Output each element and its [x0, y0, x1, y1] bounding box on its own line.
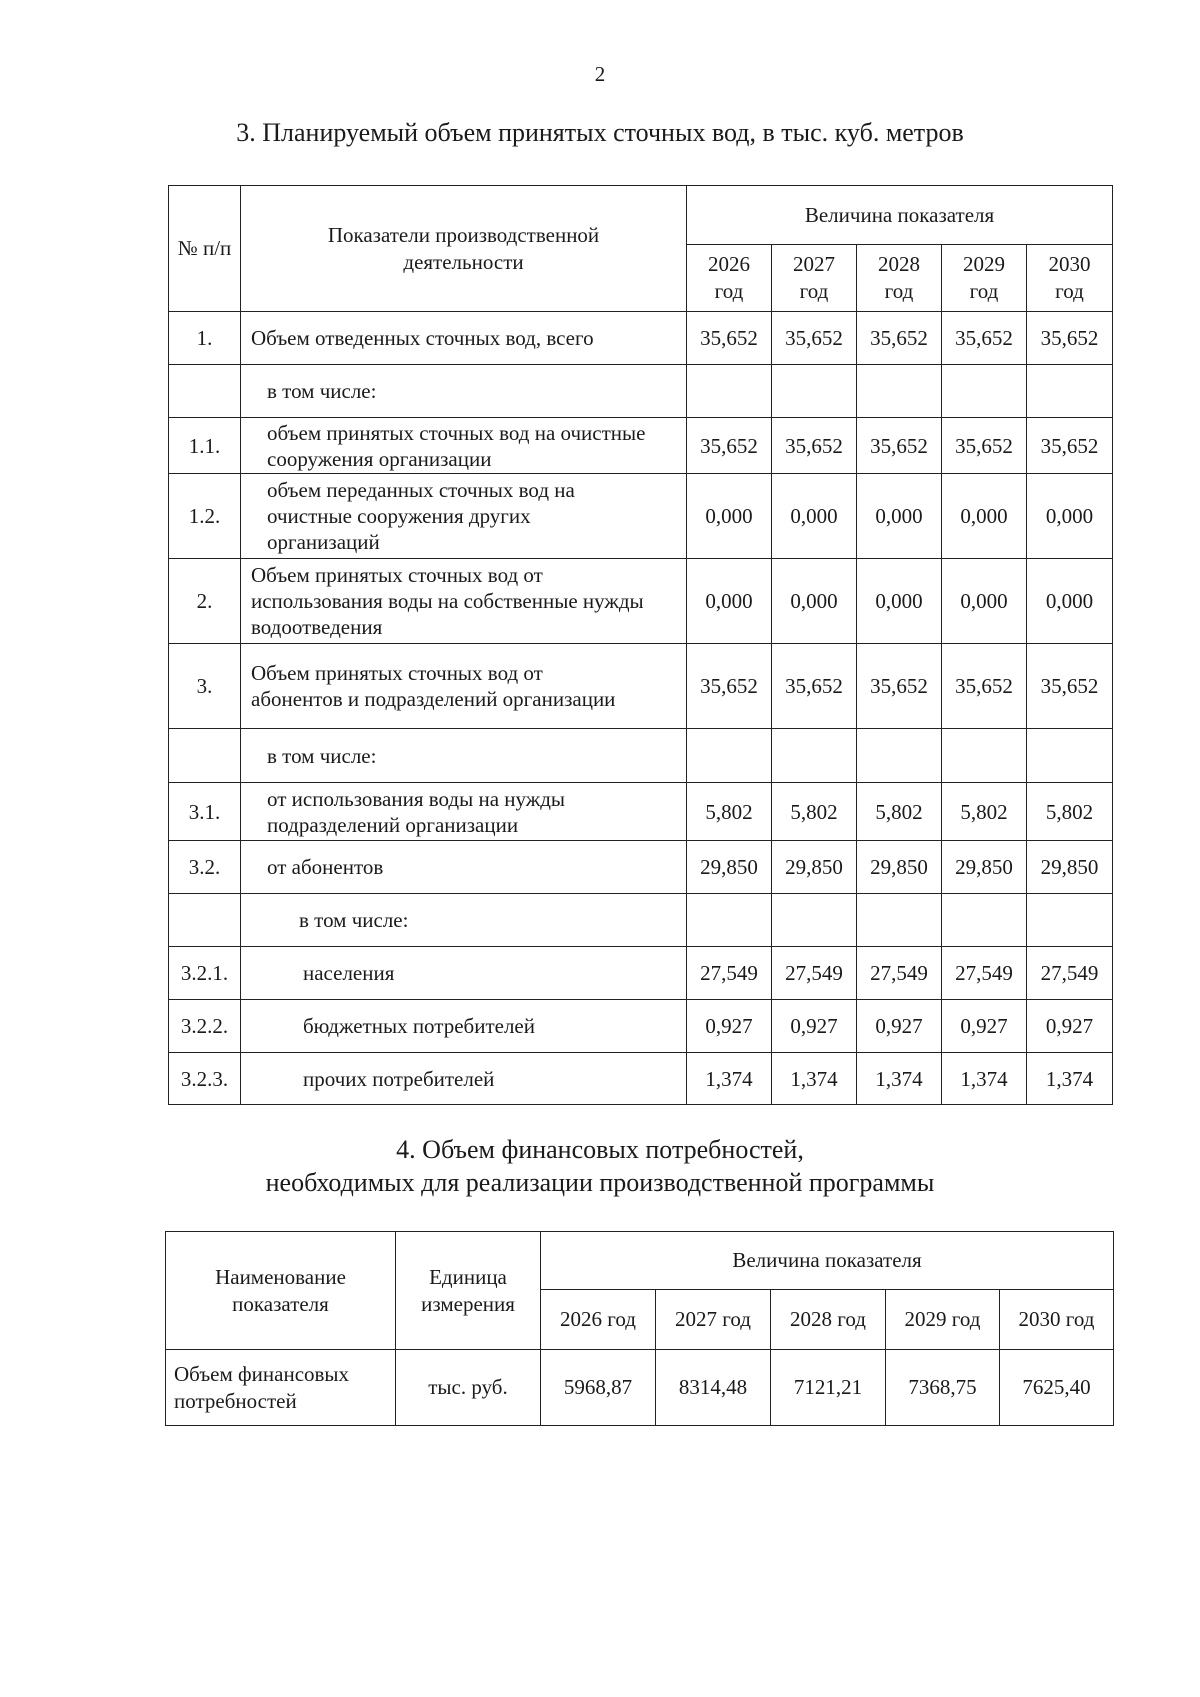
row-value — [772, 729, 857, 783]
row-value — [857, 365, 942, 418]
row-value: 5968,87 — [541, 1350, 656, 1426]
row-value: 27,549 — [687, 947, 772, 1000]
section4-title-line1: 4. Объем финансовых потребностей, — [396, 1135, 804, 1164]
row-value — [772, 894, 857, 947]
row-value: 35,652 — [942, 418, 1027, 474]
row-value — [772, 365, 857, 418]
table-row — [169, 312, 1113, 365]
row-num: 2. — [169, 559, 241, 644]
row-label: Объем принятых сточных вод от использования воды на собственные нужды водоотведения — [241, 559, 687, 644]
row-value: 1,374 — [687, 1053, 772, 1105]
row-value: 35,652 — [857, 644, 942, 729]
row-value — [1027, 894, 1113, 947]
row-value: 0,927 — [1027, 1000, 1113, 1053]
table-row — [169, 559, 1113, 644]
header-year: 2030 год — [1000, 1290, 1114, 1350]
row-value: 0,000 — [687, 474, 772, 559]
row-value — [687, 894, 772, 947]
table-row — [169, 418, 1113, 474]
section3-title: 3. Планируемый объем принятых сточных вод, в тыс. куб. метров — [236, 118, 964, 147]
row-value: 1,374 — [857, 1053, 942, 1105]
row-value: 0,000 — [857, 474, 942, 559]
section4-title — [0, 1133, 1200, 1199]
row-num: 1.1. — [169, 418, 241, 474]
table-row — [169, 841, 1113, 894]
row-value: 5,802 — [857, 783, 942, 841]
row-value: 0,927 — [857, 1000, 942, 1053]
row-value — [1027, 729, 1113, 783]
row-value: 35,652 — [772, 644, 857, 729]
row-num — [169, 894, 241, 947]
row-label: Объем отведенных сточных вод, всего — [241, 312, 687, 365]
row-value — [942, 894, 1027, 947]
row-value: 35,652 — [1027, 644, 1113, 729]
table-row — [166, 1350, 1114, 1426]
row-num — [169, 365, 241, 418]
row-label: в том числе: — [241, 894, 687, 947]
table-row — [169, 894, 1113, 947]
row-value: 35,652 — [772, 418, 857, 474]
table-row — [169, 729, 1113, 783]
row-label: от использования воды на нужды подразделений организации — [241, 783, 687, 841]
table-row — [169, 365, 1113, 418]
header-year: 2030 год — [1027, 245, 1113, 312]
row-value: 5,802 — [687, 783, 772, 841]
row-value: 0,000 — [772, 559, 857, 644]
table-row — [169, 947, 1113, 1000]
row-value: 35,652 — [772, 312, 857, 365]
row-value — [857, 729, 942, 783]
row-value: 0,000 — [942, 474, 1027, 559]
header-num: № п/п — [169, 186, 241, 312]
row-value: 0,000 — [687, 559, 772, 644]
row-value: 1,374 — [942, 1053, 1027, 1105]
table-row — [169, 1000, 1113, 1053]
row-value: 0,000 — [857, 559, 942, 644]
header-indicator: Показатели производственной деятельности — [241, 186, 687, 312]
row-value: 1,374 — [772, 1053, 857, 1105]
row-value: 27,549 — [772, 947, 857, 1000]
row-value: 27,549 — [942, 947, 1027, 1000]
row-num: 1.2. — [169, 474, 241, 559]
row-value: 29,850 — [942, 841, 1027, 894]
row-value: 35,652 — [687, 312, 772, 365]
row-value: 0,000 — [942, 559, 1027, 644]
financial-needs-table — [165, 1231, 1114, 1426]
row-label: Объем принятых сточных вод от абонентов и подразделений организации — [241, 644, 687, 729]
row-unit: тыс. руб. — [396, 1350, 541, 1426]
table-row — [169, 1053, 1113, 1105]
row-num: 3.2.1. — [169, 947, 241, 1000]
header-year: 2026 год — [687, 245, 772, 312]
row-value: 35,652 — [857, 312, 942, 365]
row-label: объем принятых сточных вод на очистные сооружения организации — [241, 418, 687, 474]
row-num: 3.2.3. — [169, 1053, 241, 1105]
header-year: 2028 год — [857, 245, 942, 312]
row-value: 7368,75 — [886, 1350, 1000, 1426]
row-value: 5,802 — [1027, 783, 1113, 841]
table-row — [169, 783, 1113, 841]
row-label: населения — [241, 947, 687, 1000]
row-value: 0,927 — [772, 1000, 857, 1053]
row-value — [1027, 365, 1113, 418]
row-label: в том числе: — [241, 365, 687, 418]
row-label: объем переданных сточных вод на очистные сооружения других организаций — [241, 474, 687, 559]
row-value — [687, 365, 772, 418]
row-value: 35,652 — [942, 312, 1027, 365]
row-value — [687, 729, 772, 783]
row-label: в том числе: — [241, 729, 687, 783]
row-value: 35,652 — [1027, 312, 1113, 365]
row-value: 7625,40 — [1000, 1350, 1114, 1426]
row-value: 7121,21 — [771, 1350, 886, 1426]
row-num: 3.2. — [169, 841, 241, 894]
row-value: 8314,48 — [656, 1350, 771, 1426]
page-number: 2 — [594, 62, 606, 86]
row-value: 0,000 — [1027, 474, 1113, 559]
row-value: 29,850 — [772, 841, 857, 894]
row-value: 29,850 — [857, 841, 942, 894]
row-value: 35,652 — [1027, 418, 1113, 474]
row-value: 0,927 — [942, 1000, 1027, 1053]
header-year: 2029 год — [942, 245, 1027, 312]
row-name: Объем финансовых потребностей — [166, 1350, 396, 1426]
header-unit: Единица измерения — [396, 1232, 541, 1350]
row-value: 0,000 — [1027, 559, 1113, 644]
row-value — [857, 894, 942, 947]
row-value: 0,927 — [687, 1000, 772, 1053]
row-num: 1. — [169, 312, 241, 365]
section4-title-line2: необходимых для реализации производственной программы — [265, 1168, 935, 1197]
header-year: 2027 год — [656, 1290, 771, 1350]
table-row — [169, 644, 1113, 729]
header-year: 2026 год — [541, 1290, 656, 1350]
header-name: Наименование показателя — [166, 1232, 396, 1350]
row-num — [169, 729, 241, 783]
header-value-group: Величина показателя — [541, 1232, 1114, 1290]
row-num: 3. — [169, 644, 241, 729]
row-value: 35,652 — [687, 644, 772, 729]
header-value-group: Величина показателя — [687, 186, 1113, 245]
row-value: 5,802 — [772, 783, 857, 841]
row-value: 27,549 — [1027, 947, 1113, 1000]
header-year: 2027 год — [772, 245, 857, 312]
header-year: 2028 год — [771, 1290, 886, 1350]
table-row — [169, 474, 1113, 559]
wastewater-volume-table — [168, 185, 1113, 1105]
row-label: прочих потребителей — [241, 1053, 687, 1105]
row-value: 1,374 — [1027, 1053, 1113, 1105]
header-year: 2029 год — [886, 1290, 1000, 1350]
row-value: 29,850 — [687, 841, 772, 894]
row-value: 35,652 — [687, 418, 772, 474]
row-label: от абонентов — [241, 841, 687, 894]
row-value: 29,850 — [1027, 841, 1113, 894]
row-value: 0,000 — [772, 474, 857, 559]
row-value — [942, 729, 1027, 783]
row-value: 27,549 — [857, 947, 942, 1000]
row-num: 3.1. — [169, 783, 241, 841]
row-value: 5,802 — [942, 783, 1027, 841]
row-num: 3.2.2. — [169, 1000, 241, 1053]
row-label: бюджетных потребителей — [241, 1000, 687, 1053]
row-value — [942, 365, 1027, 418]
row-value: 35,652 — [942, 644, 1027, 729]
row-value: 35,652 — [857, 418, 942, 474]
